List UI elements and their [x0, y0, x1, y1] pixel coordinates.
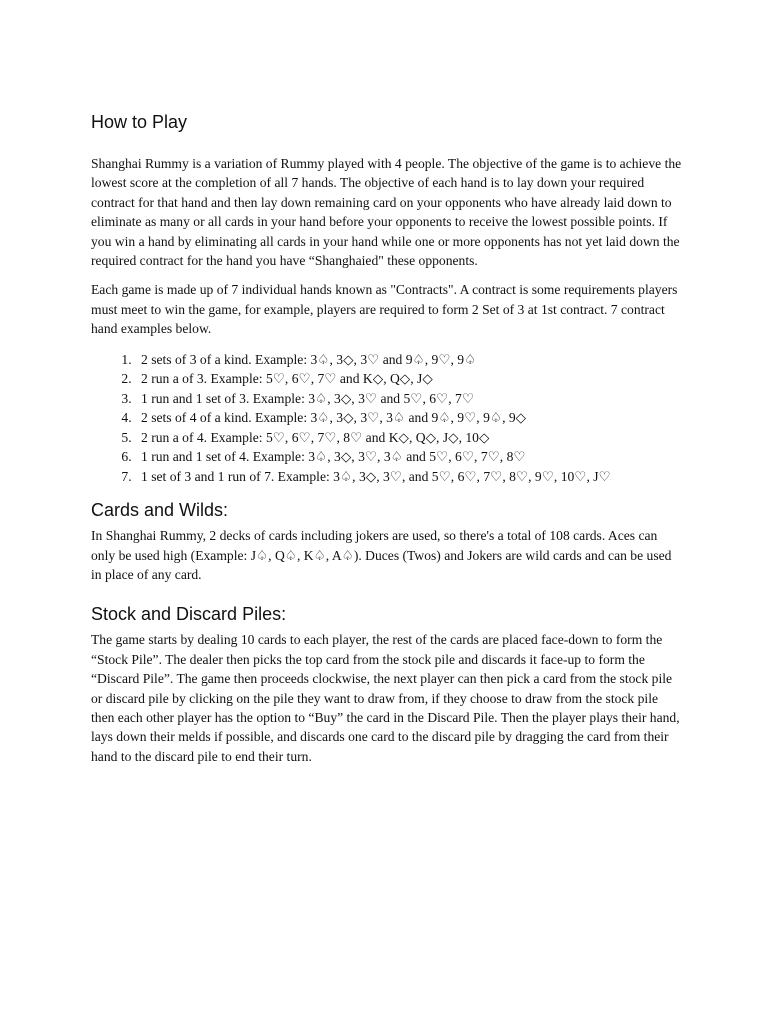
document-page — [91, 108, 683, 766]
stock-and-discard-heading: Stock and Discard Piles: — [91, 604, 287, 625]
contract-item: 5. 2 run a of 4. Example: 5♡, 6♡, 7♡, 8♡ and K◇, Q◇, J◇, 10◇ — [135, 428, 683, 448]
contract-item: 7. 1 set of 3 and 1 run of 7. Example: 3♤, 3◇, 3♡, and 5♡, 6♡, 7♡, 8♡, 9♡, 10♡, J♡ — [135, 467, 683, 487]
cards-and-wilds-heading: Cards and Wilds: — [91, 500, 229, 521]
cards-and-wilds-paragraph: In Shanghai Rummy, 2 decks of cards including jokers are used, so there's a total of 108 cards. Aces can only be used high (Example: J♤, Q♤, K♤, A♤). Duces (Twos) and Jokers are wild cards and can be used in place of any card. — [91, 528, 672, 582]
contracts-list — [91, 350, 683, 487]
contracts-intro-paragraph: Each game is made up of 7 individual hands known as "Contracts". A contract is some requirements players must meet to win the game, for example, players are required to form 2 Set of 3 at 1st contract. 7 contract hand examples below. — [91, 282, 678, 337]
how-to-play-heading: How to Play — [91, 112, 188, 132]
stock-and-discard-paragraph: The game starts by dealing 10 cards to each player, the rest of the cards are placed face-down to form the “Stock Pile”. The dealer then picks the top card from the stock pile and discards it face-up to form the “Discard Pile”. The game then proceeds clockwise, the next player can then pick a card from the stock pile or discard pile by clicking on the pile they want to draw from, if they choose to draw from the stock pile then each other player has the option to “Buy” the card in the Discard Pile. Then the player plays their hand, lays down their melds if possible, and discards one card to the discard pile by dragging the card from their hand to the discard pile to end their turn. — [91, 632, 680, 764]
contract-item: 3. 1 run and 1 set of 3. Example: 3♤, 3◇, 3♡ and 5♡, 6♡, 7♡ — [135, 389, 683, 409]
contract-item: 2. 2 run a of 3. Example: 5♡, 6♡, 7♡ and K◇, Q◇, J◇ — [135, 369, 683, 389]
contract-item: 6. 1 run and 1 set of 4. Example: 3♤, 3◇, 3♡, 3♤ and 5♡, 6♡, 7♡, 8♡ — [135, 447, 683, 467]
intro-paragraph: Shanghai Rummy is a variation of Rummy played with 4 people. The objective of the game is to achieve the lowest score at the completion of all 7 hands. The objective of each hand is to lay down your required contract for that hand and then lay down remaining card on your opponents who have already laid down to eliminate as many or all cards in your hand before your opponents to receive the lowest possible points. If you win a hand by eliminating all cards in your hand while one or more opponents has not yet laid down the required contract for the hand you have “Shanghaied" these opponents. — [91, 156, 682, 269]
contract-item: 1. 2 sets of 3 of a kind. Example: 3♤, 3◇, 3♡ and 9♤, 9♡, 9♤ — [135, 350, 683, 370]
contract-item: 4. 2 sets of 4 of a kind. Example: 3♤, 3◇, 3♡, 3♤ and 9♤, 9♡, 9♤, 9◇ — [135, 408, 683, 428]
